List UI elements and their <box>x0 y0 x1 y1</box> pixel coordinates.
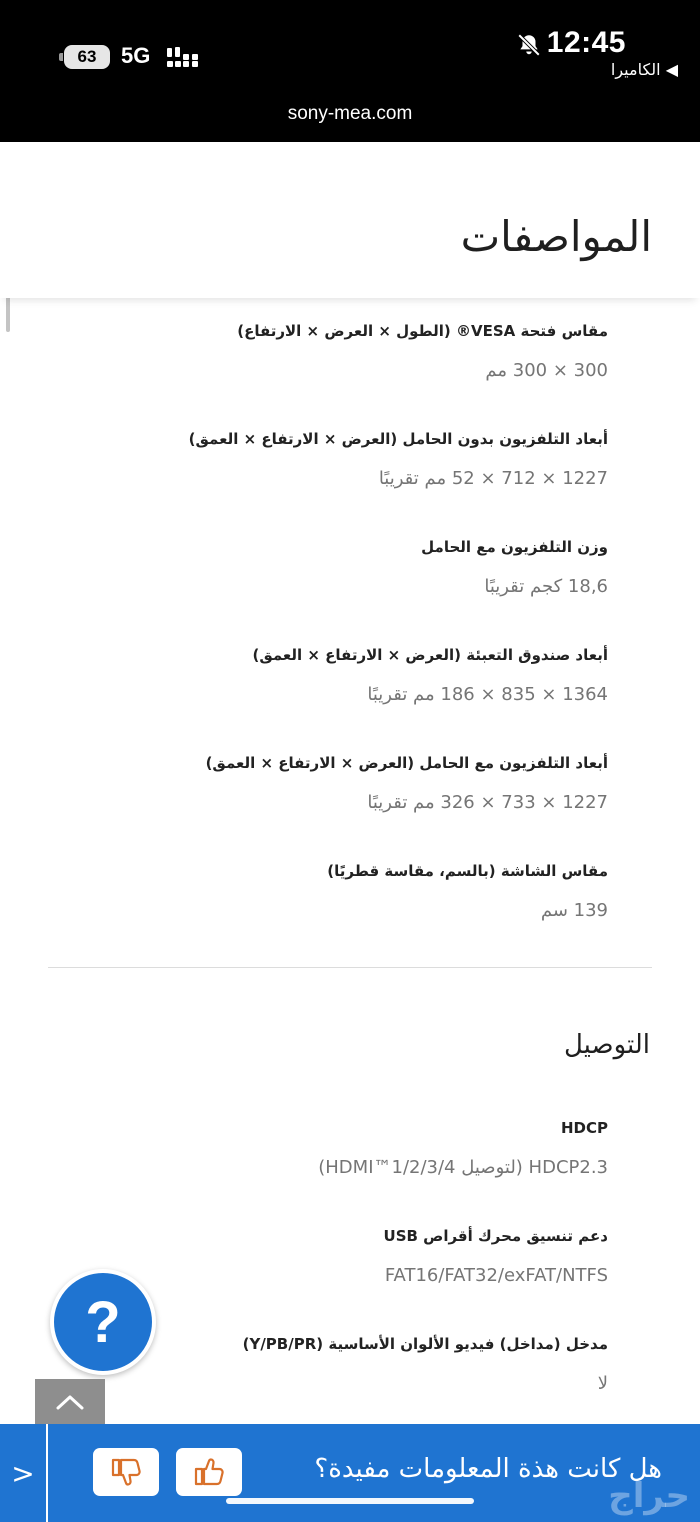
network-type: 5G <box>121 43 151 68</box>
help-button[interactable] <box>50 1269 156 1375</box>
clock: 12:45 <box>546 26 626 59</box>
chevron-right-icon: > <box>11 1456 35 1490</box>
back-to-app-link[interactable]: ◀ الكاميرا <box>610 60 678 79</box>
thumbs-down-button[interactable] <box>93 1448 159 1496</box>
connectivity-spec-list <box>88 1115 608 1439</box>
spec-item <box>88 318 608 426</box>
section-header <box>0 142 700 298</box>
signal-icon <box>166 46 200 70</box>
question-icon: ? <box>85 1289 121 1355</box>
address-bar-url[interactable]: sony-mea.com <box>287 103 413 124</box>
status-bar <box>0 0 700 142</box>
spec-label: أبعاد التلفزيون مع الحامل (العرض × الارتفاع × العمق) <box>205 754 608 772</box>
spec-value: 300 × 300 مم <box>485 360 608 381</box>
section-divider <box>48 967 652 968</box>
feedback-toggle-button[interactable] <box>0 1424 48 1522</box>
spec-item <box>88 534 608 642</box>
spec-item <box>88 426 608 534</box>
thumbs-up-button[interactable] <box>176 1448 242 1496</box>
spec-value: HDCP2.3 (لتوصيل HDMI™1/2/3/4) <box>318 1157 608 1178</box>
thumbs-up-icon <box>192 1457 226 1487</box>
battery-icon <box>64 45 110 69</box>
spec-item <box>88 1331 608 1439</box>
spec-label: أبعاد التلفزيون بدون الحامل (العرض × الارتفاع × العمق) <box>188 430 608 448</box>
spec-label: مقاس فتحة VESA® (الطول × العرض × الارتفاع) <box>237 322 608 340</box>
spec-item <box>88 1223 608 1331</box>
spec-value: 1227 × 712 × 52 مم تقريبًا <box>378 468 608 489</box>
back-to-top-button[interactable] <box>35 1379 105 1425</box>
spec-label: دعم تنسيق محرك أقراص USB <box>383 1227 608 1245</box>
spec-label: وزن التلفزيون مع الحامل <box>421 538 608 556</box>
feedback-bar <box>0 1424 700 1522</box>
spec-value: لا <box>597 1373 608 1394</box>
spec-label: HDCP <box>560 1119 608 1137</box>
thumbs-down-icon <box>109 1457 143 1487</box>
feedback-question: هل كانت هذة المعلومات مفيدة؟ <box>314 1454 662 1484</box>
spec-value: 1227 × 733 × 326 مم تقريبًا <box>367 792 608 813</box>
spec-value: 1364 × 835 × 186 مم تقريبًا <box>367 684 608 705</box>
spec-value: FAT16/FAT32/exFAT/NTFS <box>384 1265 608 1286</box>
home-indicator[interactable] <box>226 1498 474 1504</box>
spec-item <box>88 750 608 858</box>
haraj-watermark: حراج <box>608 1476 690 1516</box>
battery-level: 63 <box>77 47 97 66</box>
spec-value: 139 سم <box>540 900 608 921</box>
spec-item <box>88 1115 608 1223</box>
spec-label: مدخل (مداخل) فيديو الألوان الأساسية (Y/PB/PR) <box>242 1335 608 1353</box>
section-title: المواصفات <box>460 212 652 261</box>
spec-item <box>88 858 608 966</box>
spec-value: 18,6 كجم تقريبًا <box>484 576 608 597</box>
spec-label: مقاس الشاشة (بالسم، مقاسة قطريًا) <box>327 862 608 880</box>
chevron-up-icon <box>55 1393 85 1411</box>
spec-label: أبعاد صندوق التعبئة (العرض × الارتفاع × العمق) <box>252 646 608 664</box>
spec-item <box>88 642 608 750</box>
bell-off-icon <box>516 32 542 58</box>
connectivity-title: التوصيل <box>563 1030 650 1060</box>
spec-list <box>88 318 608 966</box>
